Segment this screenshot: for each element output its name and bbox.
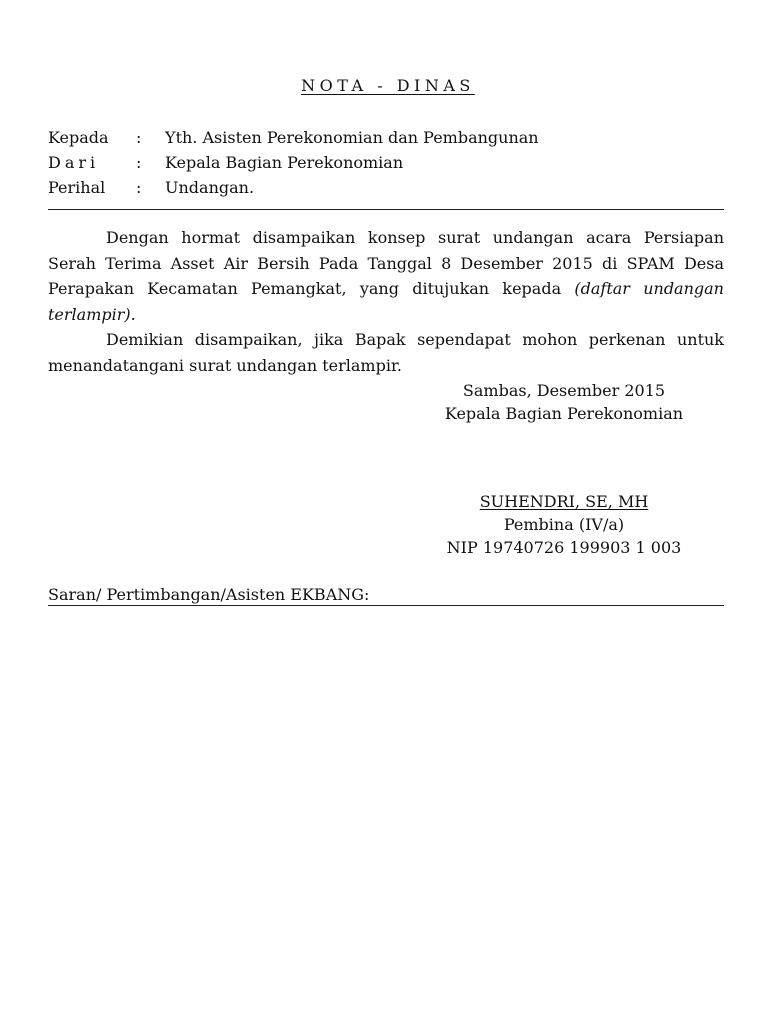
paragraph-text: Dengan hormat disampaikan konsep surat undangan acara Persiapan Serah Terima Asset Air Bersih Pada Tanggal 8 Desember 2015 di SPAM Desa Perapakan Kecamatan Pemangkat, yang ditujukan kepada	[48, 228, 724, 298]
field-colon: :	[136, 178, 142, 197]
field-value: Yth. Asisten Perekonomian dan Pembangunan	[165, 128, 539, 147]
signer-rank: Pembina (IV/a)	[503, 515, 625, 534]
attachment-note: (daftar undangan terlampir).	[48, 279, 724, 324]
field-label: Kepada	[48, 128, 109, 147]
field-colon: :	[136, 153, 142, 172]
signer-position: Kepala Bagian Perekonomian	[444, 404, 684, 423]
header-divider	[48, 209, 724, 210]
field-kepada	[48, 125, 539, 150]
field-perihal	[48, 175, 539, 200]
place-date: Sambas, Desember 2015	[462, 381, 666, 400]
saran-divider	[48, 605, 724, 606]
memo-header	[48, 125, 539, 200]
body-paragraph-1	[48, 225, 724, 327]
saran-label: Saran/ Pertimbangan/Asisten EKBANG:	[48, 585, 370, 604]
signer-nip: NIP 19740726 199903 1 003	[446, 538, 682, 557]
field-label: Dari	[48, 153, 100, 172]
signer-name: SUHENDRI, SE, MH	[479, 492, 649, 511]
body-paragraph-2: Demikian disampaikan, jika Bapak sependapat mohon perkenan untuk menandatangani surat undangan terlampir.	[48, 330, 724, 375]
signature-header	[424, 379, 704, 425]
document-title: NOTA - DINAS	[301, 76, 475, 95]
signature-block	[424, 490, 704, 559]
field-value: Kepala Bagian Perekonomian	[165, 153, 404, 172]
field-label: Perihal	[48, 178, 106, 197]
field-colon: :	[136, 128, 142, 147]
memo-body	[48, 225, 724, 378]
field-value: Undangan.	[165, 178, 255, 197]
field-dari	[48, 150, 539, 175]
